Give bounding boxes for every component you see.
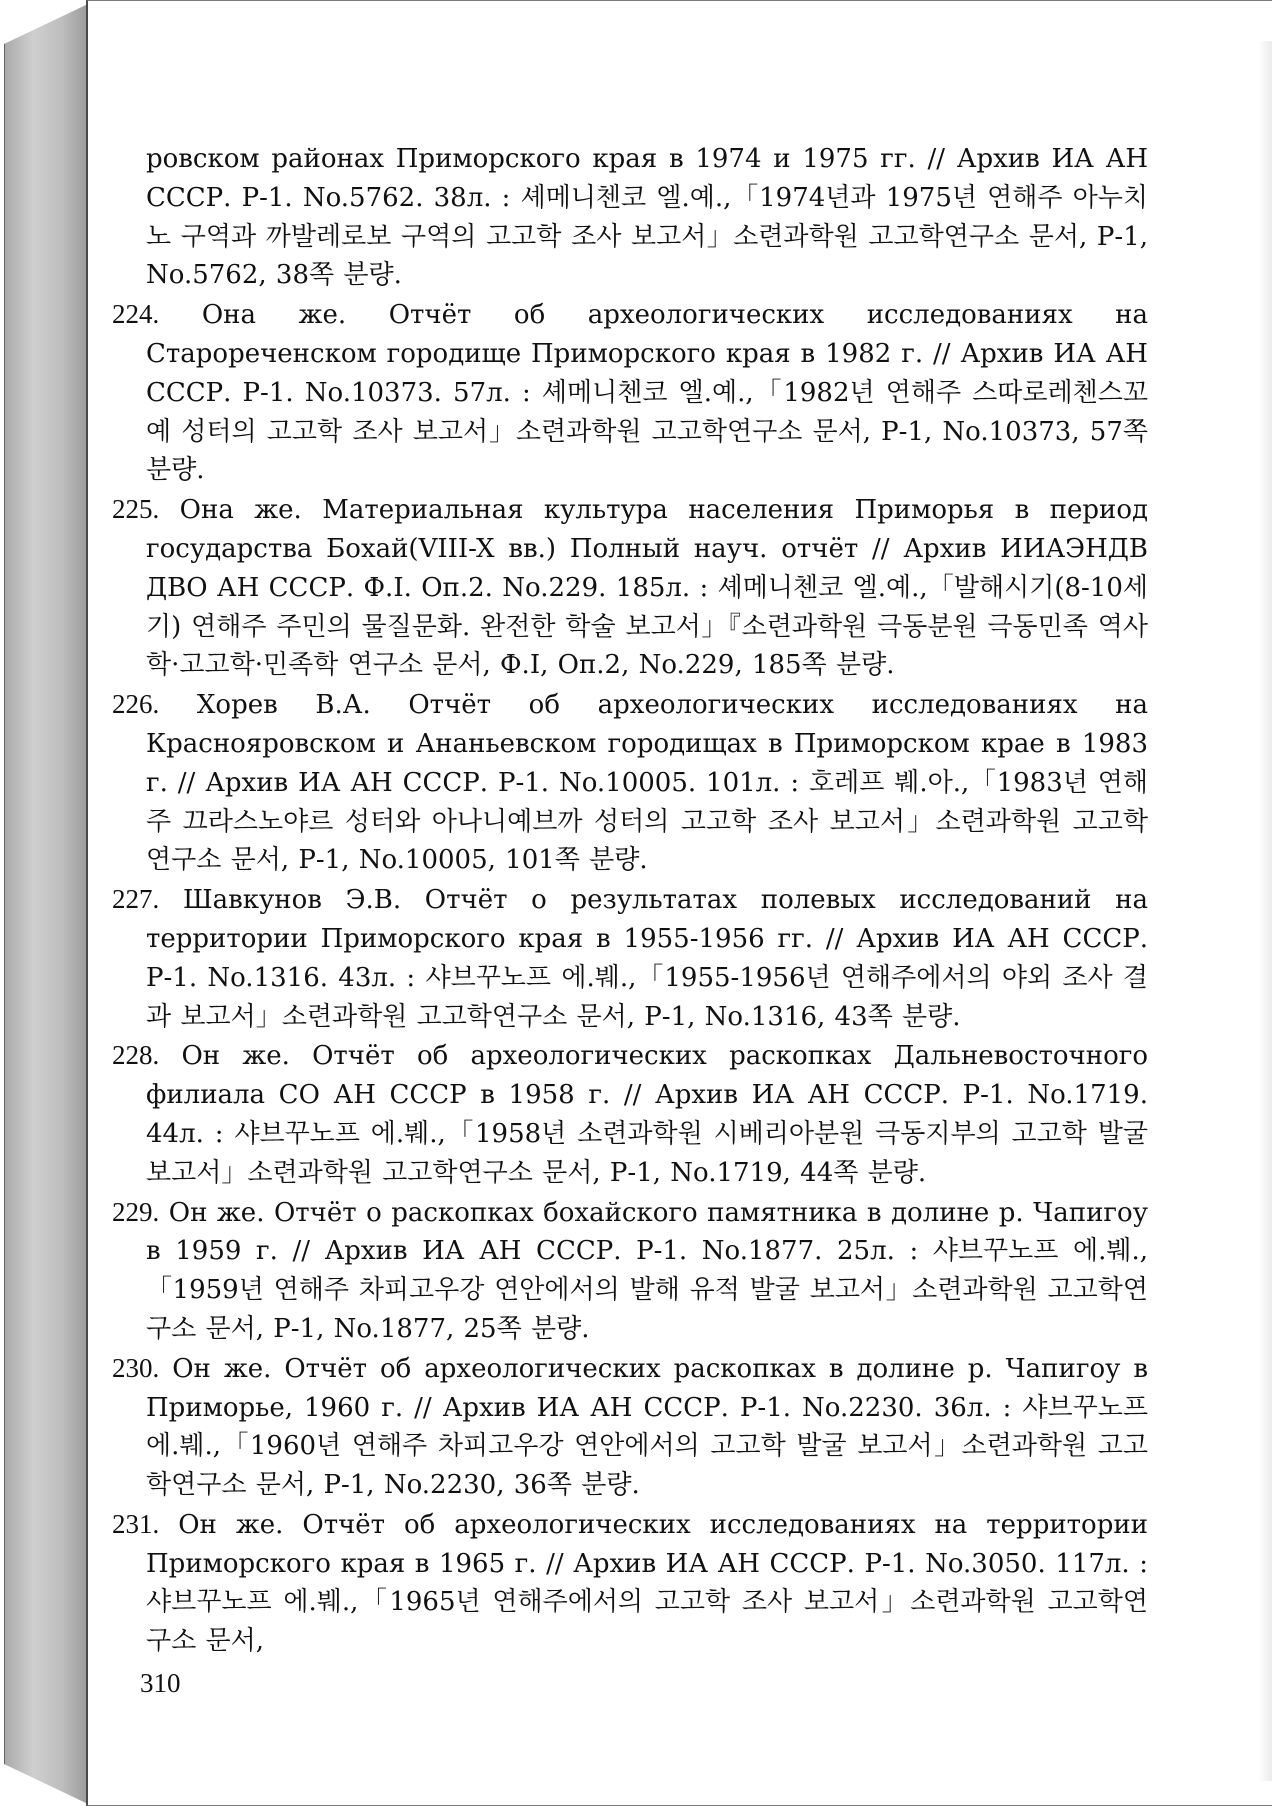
bibliography-entry-225: [112, 490, 1148, 685]
entry-number: 227.: [112, 884, 160, 915]
entry-text: Он же. Отчёт об археологических раскопках Дальневосточного филиала СО АН СССР в 1958 г. // Архив ИА АН СССР. Р-1. No.1719. 44л. : 샤브꾸노프 에.붸.,「1958년 소련과학원 시베리아분원 극동지부의 고고학 발굴 보고서」소련과학원 고고학연구소 문서, Р-1, No.1719, 44쪽 분량.: [146, 1041, 1148, 1188]
entry-number: 226.: [112, 689, 160, 720]
book-spine-edge: [4, 4, 88, 1804]
bibliography-list: [112, 140, 1148, 1661]
entry-text: Хорев В.А. Отчёт об археологических исследованиях на Краснояровском и Ананьевском городищах в Приморском крае в 1983 г. // Архив ИА АН СССР. Р-1. No.10005. 101л. : 호레프 붸.아.,「1983년 연해주 끄라스노야르 성터와 아나니예브까 성터의 고고학 조사 보고서」소련과학원 고고학연구소 문서, Р-1, No.10005, 101쪽 분량.: [146, 690, 1148, 876]
entry-number: 231.: [112, 1508, 160, 1539]
bibliography-entry-224: [112, 295, 1148, 490]
entry-number: 224.: [112, 299, 160, 330]
bibliography-entry-228: [112, 1036, 1148, 1192]
continued-entry: ровском районах Приморского края в 1974 и 1975 гг. // Архив ИА АН СССР. Р-1. No.5762. 38л. : 셰메니첸코 엘.예.,「1974년과 1975년 연해주 아누치노 구역과 까발레로보 구역의 고고학 조사 보고서」소련과학원 고고학연구소 문서, Р-1, No.5762, 38쪽 분량.: [146, 144, 1148, 291]
bibliography-entry-231: [112, 1505, 1148, 1661]
page-edge-shadow: [1258, 41, 1272, 1781]
entry-text: Она же. Отчёт об археологических исследованиях на Старореченском городище Приморского края в 1982 г. // Архив ИА АН СССР. Р-1. No.10373. 57л. : 셰메니첸코 엘.예.,「1982년 연해주 스따로레첸스꼬예 성터의 고고학 조사 보고서」소련과학원 고고학연구소 문서, Р-1, No.10373, 57쪽 분량.: [146, 300, 1149, 486]
page-number: 310: [140, 1668, 181, 1698]
entry-number: 228.: [112, 1040, 160, 1071]
bibliography-entry-230: [112, 1349, 1148, 1505]
entry-text: Она же. Материальная культура населения Приморья в период государства Бохай(VIII-X вв.) Полный науч. отчёт // Архив ИИАЭНДВ ДВО АН СССР. Ф.I. Оп.2. No.229. 185л. : 셰메니첸코 엘.예.,「발해시기(8-10세기) 연해주 주민의 물질문화. 완전한 학술 보고서」『소련과학원 극동분원 극동민족 역사학·고고학·민족학 연구소 문서, Ф.I, Оп.2, No.229, 185쪽 분량.: [146, 495, 1149, 681]
entry-text: Он же. Отчёт о раскопках бохайского памятника в долине р. Чапигоу в 1959 г. // Архив ИА АН СССР. Р-1. No.1877. 25л. : 샤브꾸노프 에.붸.,「1959년 연해주 차피고우강 연안에서의 발해 유적 발굴 보고서」소련과학원 고고학연구소 문서, Р-1, No.1877, 25쪽 분량.: [146, 1197, 1148, 1344]
bibliography-entry-229: [112, 1193, 1148, 1349]
entry-number: 225.: [112, 494, 160, 525]
entry-text: Шавкунов Э.В. Отчёт о результатах полевых исследований на территории Приморского края в 1955-1956 гг. // Архив ИА АН СССР. Р-1. No.1316. 43л. : 샤브꾸노프 에.붸.,「1955-1956년 연해주에서의 야외 조사 결과 보고서」소련과학원 고고학연구소 문서, Р-1, No.1316, 43쪽 분량.: [146, 885, 1148, 1032]
bibliography-entry-227: [112, 880, 1148, 1036]
entry-text: Он же. Отчёт об археологических исследованиях на территории Приморского края в 1965 г. // Архив ИА АН СССР. Р-1. No.3050. 117л. : 샤브꾸노프 에.붸.,「1965년 연해주에서의 고고학 조사 보고서」소련과학원 고고학연구소 문서,: [146, 1509, 1148, 1657]
entry-number: 230.: [112, 1352, 160, 1383]
entry-text: Он же. Отчёт об археологических раскопках в долине р. Чапигоу в Приморье, 1960 г. // Архив ИА АН СССР. Р-1. No.2230. 36л. : 샤브꾸노프 에.붸.,「1960년 연해주 차피고우강 연안에서의 고고학 발굴 보고서」소련과학원 고고학연구소 문서, Р-1, No.2230, 36쪽 분량.: [146, 1353, 1148, 1501]
entry-number: 229.: [112, 1196, 160, 1227]
bibliography-entry-226: [112, 685, 1148, 880]
